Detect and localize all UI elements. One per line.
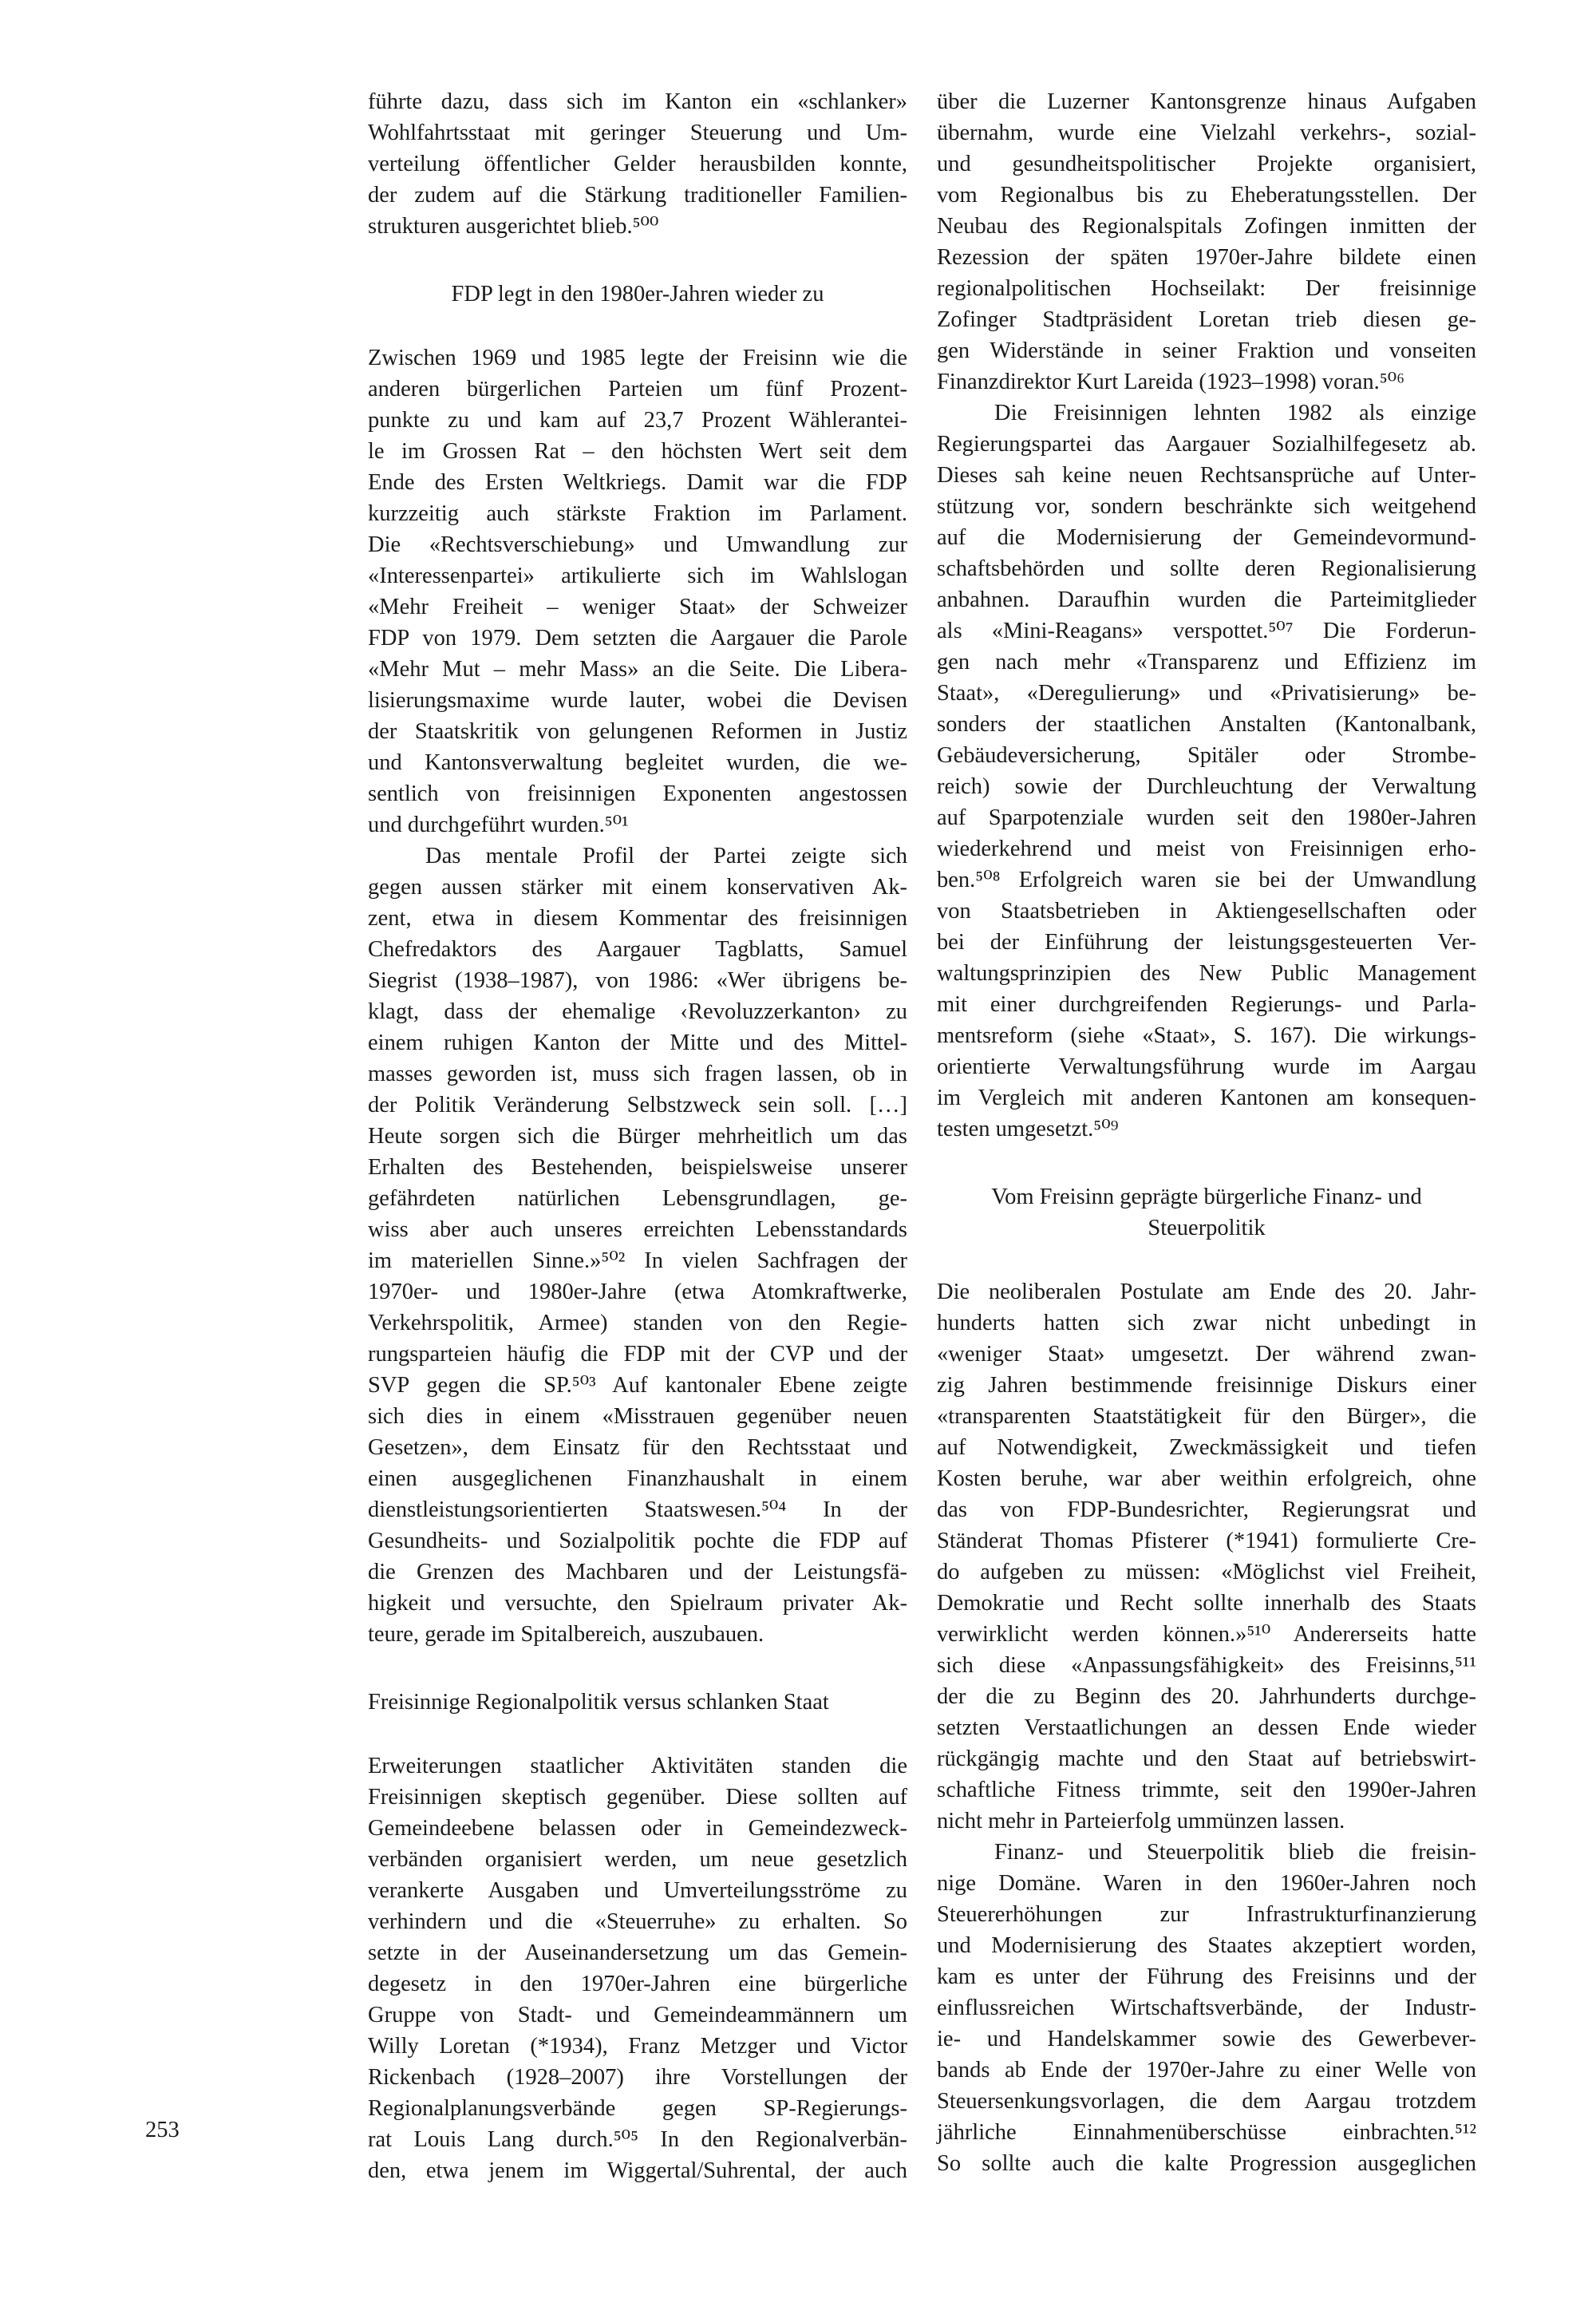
text-line: Die Freisinnigen lehnten 1982 als einzige [994, 401, 1476, 425]
text-line: gegen aussen stärker mit einem konservativen Ak- [368, 875, 907, 900]
text-line: Chefredaktors des Aargauer Tagblatts, Samuel [368, 937, 907, 962]
text-line: übernahm, wurde eine Vielzahl verkehrs-, sozial- [937, 121, 1476, 145]
text-line: mentsreform (siehe «Staat», S. 167). Die wirkungs- [937, 1023, 1476, 1048]
text-line: rat Louis Lang durch.⁵⁰⁵ In den Regionalverbän- [368, 2127, 907, 2152]
paragraph [368, 841, 907, 1650]
text-line: anderen bürgerlichen Parteien um fünf Prozent- [368, 377, 907, 402]
text-line: «Mehr Freiheit – weniger Staat» der Schweizer [368, 595, 907, 619]
section-heading [937, 1181, 1476, 1244]
text-line: der zudem auf die Stärkung traditioneller Familien- [368, 183, 907, 208]
text-line: den, etwa jenem im Wiggertal/Suhrental, der auch [368, 2158, 907, 2183]
text-line: Steuerpolitik [1148, 1216, 1266, 1240]
text-line: auf Notwendigkeit, Zweckmässigkeit und tiefen [937, 1435, 1476, 1460]
text-line: degesetz in den 1970er-Jahren eine bürgerliche [368, 1972, 907, 1996]
text-line: Dieses sah keine neuen Rechtsansprüche auf Unter- [937, 463, 1476, 488]
paragraph [368, 342, 907, 841]
text-line: So sollte auch die kalte Progression ausgeglichen [937, 2151, 1476, 2176]
text-line: Gebäudeversicherung, Spitäler oder Strombe- [937, 743, 1476, 768]
text-line: reich) sowie der Durchleuchtung der Verwaltung [937, 774, 1476, 799]
text-line: und durchgeführt wurden.⁵⁰¹ [368, 813, 629, 837]
text-line: Gesetzen», dem Einsatz für den Rechtsstaat und [368, 1435, 907, 1460]
text-line: 1970er- und 1980er-Jahre (etwa Atomkraftwerke, [368, 1280, 907, 1304]
text-line: rungsparteien häufig die FDP mit der CVP und der [368, 1342, 907, 1367]
text-line: verwirklicht werden können.»⁵¹⁰ Andererseits hatte [937, 1622, 1476, 1647]
text-line: verankerte Ausgaben und Umverteilungsströme zu [368, 1878, 907, 1903]
text-line: führte dazu, dass sich im Kanton ein «schlanker» [368, 89, 907, 114]
text-line: bei der Einführung der leistungsgesteuerten Ver- [937, 930, 1476, 955]
text-line: SVP gegen die SP.⁵⁰³ Auf kantonaler Ebene zeigte [368, 1373, 907, 1398]
text-line: der Staatskritik von gelungenen Reformen in Justiz [368, 719, 907, 744]
text-line: setzte in der Auseinandersetzung um das Gemein- [368, 1940, 907, 1965]
text-line: teure, gerade im Spitalbereich, auszubauen. [368, 1622, 764, 1647]
text-line: sentlich von freisinnigen Exponenten angestossen [368, 781, 907, 806]
text-line: einflussreichen Wirtschaftsverbände, der Industr- [937, 1996, 1476, 2020]
text-line: Freisinnigen skeptisch gegenüber. Diese sollten auf [368, 1785, 907, 1810]
text-line: als «Mini-Reagans» verspottet.⁵⁰⁷ Die Forderun- [937, 619, 1476, 643]
text-line: wiss aber auch unseres erreichten Lebensstandards [368, 1217, 907, 1242]
text-line: do aufgeben zu müssen: «Möglichst viel Freiheit, [937, 1560, 1476, 1584]
section-heading [368, 1687, 907, 1718]
text-line: nicht mehr in Parteierfolg ummünzen lassen. [937, 1809, 1345, 1833]
text-line: Kosten beruhe, war aber weithin erfolgreich, ohne [937, 1466, 1476, 1491]
text-line: gefährdeten natürlichen Lebensgrundlagen, ge- [368, 1186, 907, 1211]
text-line: mit einer durchgreifenden Regierungs- und Parla- [937, 992, 1476, 1017]
text-line: orientierte Verwaltungsführung wurde im Aargau [937, 1054, 1476, 1079]
text-line: zent, etwa in diesem Kommentar des freisinnigen [368, 906, 907, 931]
text-line: Freisinnige Regionalpolitik versus schlanken Staat [368, 1690, 829, 1715]
text-line: Staat», «Deregulierung» und «Privatisierung» be- [937, 681, 1476, 706]
text-line: wiederkehrend und meist von Freisinnigen erho- [937, 837, 1476, 861]
text-line: einem ruhigen Kanton der Mitte und des Mittel- [368, 1030, 907, 1055]
text-line: Gruppe von Stadt- und Gemeindeammännern um [368, 2003, 907, 2027]
paragraph [937, 398, 1476, 1145]
text-line: regionalpolitischen Hochseilakt: Der freisinnige [937, 276, 1476, 301]
text-line: Wohlfahrtsstaat mit geringer Steuerung und Um- [368, 121, 907, 145]
text-line: anbahnen. Daraufhin wurden die Parteimitglieder [937, 587, 1476, 612]
text-line: gen Widerstände in seiner Fraktion und vonseiten [937, 338, 1476, 363]
text-line: sich dies in einem «Misstrauen gegenüber neuen [368, 1404, 907, 1429]
text-line: Verkehrspolitik, Armee) standen von den Regie- [368, 1311, 907, 1335]
text-line: dienstleistungsorientierten Staatswesen.⁵⁰⁴ In der [368, 1497, 907, 1522]
text-line: lisierungsmaxime wurde lauter, wobei die Devisen [368, 688, 907, 713]
text-line: Neubau des Regionalspitals Zofingen inmitten der [937, 214, 1476, 239]
text-line: der Politik Veränderung Selbstzweck sein soll. […] [368, 1093, 907, 1117]
paragraph [937, 86, 1476, 398]
left-text-column [368, 86, 907, 2186]
text-line: le im Grossen Rat – den höchsten Wert seit dem [368, 439, 907, 464]
text-line: Steuererhöhungen zur Infrastrukturfinanzierung [937, 1902, 1476, 1927]
text-line: Siegrist (1938–1987), von 1986: «Wer übrigens be- [368, 968, 907, 993]
text-line: sich diese «Anpassungsfähigkeit» des Freisinns,⁵¹¹ [937, 1653, 1476, 1678]
text-line: kam es unter der Führung des Freisinns und der [937, 1964, 1476, 1989]
paragraph [937, 1276, 1476, 1837]
text-line: verteilung öffentlicher Gelder herausbilden konnte, [368, 152, 907, 176]
text-line: ben.⁵⁰⁸ Erfolgreich waren sie bei der Umwandlung [937, 868, 1476, 892]
paragraph [368, 1750, 907, 2186]
text-line: gen nach mehr «Transparenz und Effizienz im [937, 650, 1476, 674]
text-line: auf Sparpotenziale wurden seit den 1980er-Jahren [937, 805, 1476, 830]
text-line: und gesundheitspolitischer Projekte organisiert, [937, 152, 1476, 176]
text-line: Gesundheits- und Sozialpolitik pochte die FDP auf [368, 1529, 907, 1553]
text-line: sonders der staatlichen Anstalten (Kantonalbank, [937, 712, 1476, 737]
text-line: Rezession der späten 1970er-Jahre bildete einen [937, 245, 1476, 270]
right-text-column [937, 86, 1476, 2179]
paragraph [368, 86, 907, 242]
text-line: und Modernisierung des Staates akzeptiert worden, [937, 1933, 1476, 1958]
text-line: testen umgesetzt.⁵⁰⁹ [937, 1117, 1119, 1141]
text-line: kurzzeitig auch stärkste Fraktion im Parlament. [368, 501, 907, 526]
text-line: rückgängig machte und den Staat auf betriebswirt- [937, 1746, 1476, 1771]
text-line: auf die Modernisierung der Gemeindevormund- [937, 525, 1476, 550]
text-line: Finanzdirektor Kurt Lareida (1923–1998) voran.⁵⁰⁶ [937, 370, 1405, 394]
text-line: FDP von 1979. Dem setzten die Aargauer die Parole [368, 626, 907, 651]
text-line: FDP legt in den 1980er-Jahren wieder zu [451, 282, 824, 307]
text-line: Ende des Ersten Weltkriegs. Damit war die FDP [368, 470, 907, 495]
text-line: Zofinger Stadtpräsident Loretan trieb diesen ge- [937, 307, 1476, 332]
paragraph [937, 1837, 1476, 2179]
text-line: waltungsprinzipien des New Public Management [937, 961, 1476, 986]
text-line: und Kantonsverwaltung begleitet wurden, die we- [368, 750, 907, 775]
text-line: «weniger Staat» umgesetzt. Der während zwan- [937, 1342, 1476, 1367]
text-line: Regionalplanungsverbände gegen SP-Regierungs- [368, 2096, 907, 2121]
text-line: einen ausgeglichenen Finanzhaushalt in einem [368, 1466, 907, 1491]
text-line: das von FDP-Bundesrichter, Regierungsrat und [937, 1497, 1476, 1522]
text-line: Vom Freisinn geprägte bürgerliche Finanz- und [991, 1185, 1422, 1209]
page-number: 253 [145, 2118, 180, 2142]
text-line: Ständerat Thomas Pfisterer (*1941) formulierte Cre- [937, 1529, 1476, 1553]
text-line: Zwischen 1969 und 1985 legte der Freisinn wie die [368, 346, 907, 370]
text-line: Gemeindeebene belassen oder in Gemeindezweck- [368, 1816, 907, 1841]
text-line: im materiellen Sinne.»⁵⁰² In vielen Sachfragen der [368, 1248, 907, 1273]
text-line: Heute sorgen sich die Bürger mehrheitlich um das [368, 1124, 907, 1149]
text-line: Willy Loretan (*1934), Franz Metzger und Victor [368, 2034, 907, 2059]
text-line: Das mentale Profil der Partei zeigte sich [425, 844, 907, 868]
text-line: verhindern und die «Steuerruhe» zu erhalten. So [368, 1909, 907, 1934]
text-line: «Interessenpartei» artikulierte sich im Wahlslogan [368, 564, 907, 588]
text-line: klagt, dass der ehemalige ‹Revoluzzerkanton› zu [368, 999, 907, 1024]
text-line: Demokratie und Recht sollte innerhalb des Staats [937, 1591, 1476, 1616]
text-line: Die «Rechtsverschiebung» und Umwandlung zur [368, 532, 907, 557]
text-line: higkeit und versuchte, den Spielraum privater Ak- [368, 1591, 907, 1616]
text-line: zig Jahren bestimmende freisinnige Diskurs einer [937, 1373, 1476, 1398]
text-line: masses geworden ist, muss sich fragen lassen, ob in [368, 1062, 907, 1086]
text-line: ie- und Handelskammer sowie des Gewerbever- [937, 2027, 1476, 2051]
text-line: stützung vor, sondern beschränkte sich weitgehend [937, 494, 1476, 519]
text-line: strukturen ausgerichtet blieb.⁵⁰⁰ [368, 214, 659, 239]
text-line: Erweiterungen staatlicher Aktivitäten standen die [368, 1754, 907, 1778]
text-line: Steuersenkungsvorlagen, die dem Aargau trotzdem [937, 2089, 1476, 2114]
text-line: schaftsbehörden und sollte deren Regionalisierung [937, 556, 1476, 581]
text-line: nige Domäne. Waren in den 1960er-Jahren noch [937, 1871, 1476, 1896]
text-line: «transparenten Staatstätigkeit für den Bürger», die [937, 1404, 1476, 1429]
text-line: schaftliche Fitness trimmte, seit den 1990er-Jahren [937, 1778, 1476, 1802]
text-line: hunderts hatten sich zwar nicht unbedingt in [937, 1311, 1476, 1335]
section-heading [368, 279, 907, 310]
text-line: punkte zu und kam auf 23,7 Prozent Wählerantei- [368, 408, 907, 433]
text-line: Erhalten des Bestehenden, beispielsweise unserer [368, 1155, 907, 1180]
text-line: Regierungspartei das Aargauer Sozialhilfegesetz ab. [937, 432, 1476, 457]
text-line: verbänden organisiert werden, um neue gesetzlich [368, 1847, 907, 1872]
text-line: von Staatsbetrieben in Aktiengesellschaften oder [937, 899, 1476, 924]
text-line: bands ab Ende der 1970er-Jahre zu einer Welle von [937, 2058, 1476, 2083]
text-line: Finanz- und Steuerpolitik blieb die freisin- [994, 1840, 1476, 1865]
text-line: im Vergleich mit anderen Kantonen am konsequen- [937, 1086, 1476, 1110]
text-line: über die Luzerner Kantonsgrenze hinaus Aufgaben [937, 89, 1476, 114]
text-line: jährliche Einnahmenüberschüsse einbrachten.⁵¹² [937, 2120, 1476, 2145]
text-line: Rickenbach (1928–2007) ihre Vorstellungen der [368, 2065, 907, 2090]
text-line: Die neoliberalen Postulate am Ende des 20. Jahr- [937, 1280, 1476, 1304]
text-line: vom Regionalbus bis zu Eheberatungsstellen. Der [937, 183, 1476, 208]
text-line: «Mehr Mut – mehr Mass» an die Seite. Die Libera- [368, 657, 907, 682]
text-line: setzten Verstaatlichungen an dessen Ende wieder [937, 1715, 1476, 1740]
text-line: der die zu Beginn des 20. Jahrhunderts durchge- [937, 1684, 1476, 1709]
text-line: die Grenzen des Machbaren und der Leistungsfä- [368, 1560, 907, 1584]
